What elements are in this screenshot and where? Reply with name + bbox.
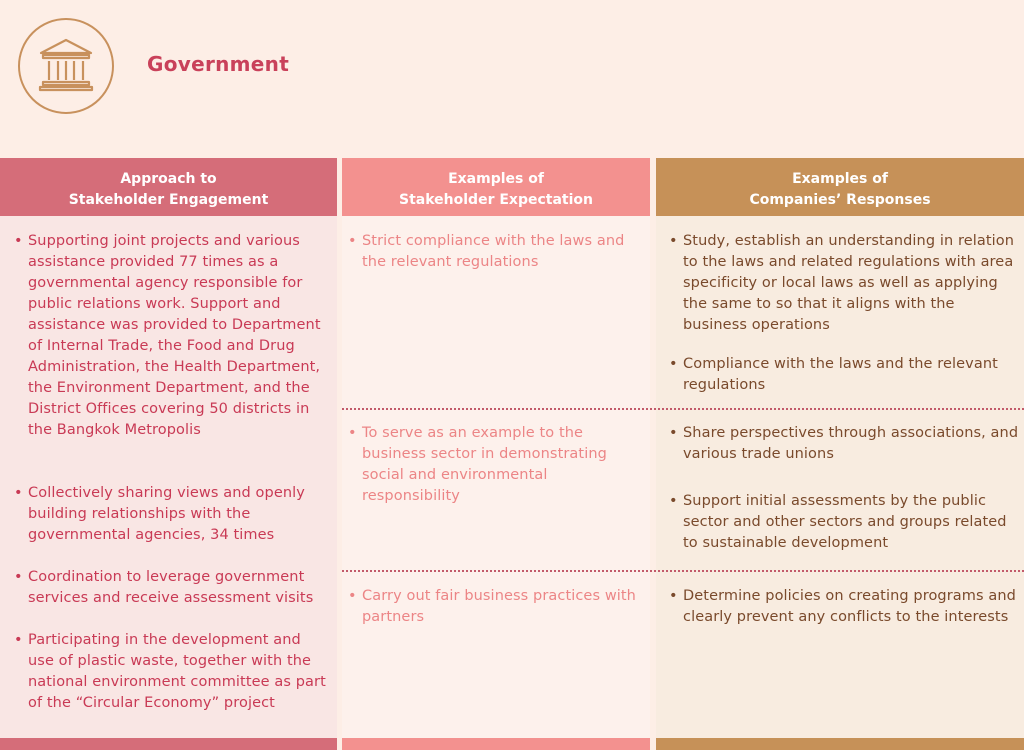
approach-footer-bar xyxy=(0,738,337,750)
response-item-text: Support initial assessments by the public sector and other sectors and groups related to sustainable development xyxy=(683,493,1007,551)
expectation-header-line2: Stakeholder Expectation xyxy=(399,192,593,208)
response-footer-bar xyxy=(656,738,1024,750)
expectation-item: • Carry out fair business practices with partners xyxy=(348,588,636,625)
response-item: • Share perspectives through associations, and various trade unions xyxy=(669,425,1019,462)
approach-item-text: Collectively sharing views and openly building relationships with the governmental agencies, 34 times xyxy=(28,485,305,543)
response-column xyxy=(656,158,1024,750)
row-divider xyxy=(342,408,1024,410)
government-building-icon xyxy=(18,18,114,114)
response-item: • Determine policies on creating programs and clearly prevent any conflicts to the interests xyxy=(669,588,1016,625)
response-header xyxy=(656,158,1024,216)
expectation-item-text: Strict compliance with the laws and the relevant regulations xyxy=(362,233,625,270)
row-divider xyxy=(342,570,1024,572)
expectation-item: • Strict compliance with the laws and the relevant regulations xyxy=(348,233,625,270)
response-item-text: Study, establish an understanding in relation to the laws and related regulations with area specificity or local laws as well as applying the same to so that it aligns with the business operations xyxy=(683,233,1015,333)
expectation-footer-bar xyxy=(342,738,650,750)
response-item-text: Compliance with the laws and the relevant regulations xyxy=(683,356,998,393)
response-item: • Compliance with the laws and the relevant regulations xyxy=(669,356,998,393)
approach-item: • Collectively sharing views and openly building relationships with the governmental agencies, 34 times xyxy=(14,485,305,543)
approach-item-text: Participating in the development and use of plastic waste, together with the national environment committee as part of the “Circular Economy” project xyxy=(28,632,326,711)
response-item: • Study, establish an understanding in relation to the laws and related regulations with area specificity or local laws as well as applying the same to so that it aligns with the business operations xyxy=(669,233,1015,333)
expectation-item: • To serve as an example to the business sector in demonstrating social and environmental responsibility xyxy=(348,425,607,504)
page-title: Government xyxy=(147,52,290,76)
response-item: • Support initial assessments by the public sector and other sectors and groups related to sustainable development xyxy=(669,493,1007,551)
expectation-header xyxy=(342,158,650,216)
approach-item: • Coordination to leverage government services and receive assessment visits xyxy=(14,569,314,606)
expectation-column xyxy=(342,158,650,750)
approach-column xyxy=(0,158,337,750)
approach-item-text: Supporting joint projects and various assistance provided 77 times as a governmental agency responsible for public relations work. Support and assistance was provided to Department of Internal Trade, the Food and Drug Administration, the Health Department, the Environment Department, and the District Offices covering 50 districts in the Bangkok Metropolis xyxy=(28,233,321,438)
response-item-text: Share perspectives through associations, and various trade unions xyxy=(683,425,1019,462)
approach-item: • Participating in the development and use of plastic waste, together with the national environment committee as part of the “Circular Economy” project xyxy=(14,632,326,711)
header-band xyxy=(0,0,1024,158)
response-header-line2: Companies’ Responses xyxy=(749,192,931,208)
expectation-item-text: To serve as an example to the business sector in demonstrating social and environmental responsibility xyxy=(362,425,607,504)
response-header-line1: Examples of xyxy=(792,171,888,187)
expectation-item-text: Carry out fair business practices with partners xyxy=(362,588,636,625)
approach-item-text: Coordination to leverage government services and receive assessment visits xyxy=(28,569,314,606)
expectation-header-line1: Examples of xyxy=(448,171,544,187)
approach-item: • Supporting joint projects and various assistance provided 77 times as a governmental agency responsible for public relations work. Support and assistance was provided to Department of Internal Trade, the Food and Drug Administration, the Health Department, the Environment Department, and the District Offices covering 50 districts in the Bangkok Metropolis xyxy=(14,233,321,438)
approach-header xyxy=(0,158,337,216)
approach-header-line1: Approach to xyxy=(120,171,217,187)
approach-header-line2: Stakeholder Engagement xyxy=(68,192,269,208)
response-item-text: Determine policies on creating programs and clearly prevent any conflicts to the interests xyxy=(683,588,1016,625)
